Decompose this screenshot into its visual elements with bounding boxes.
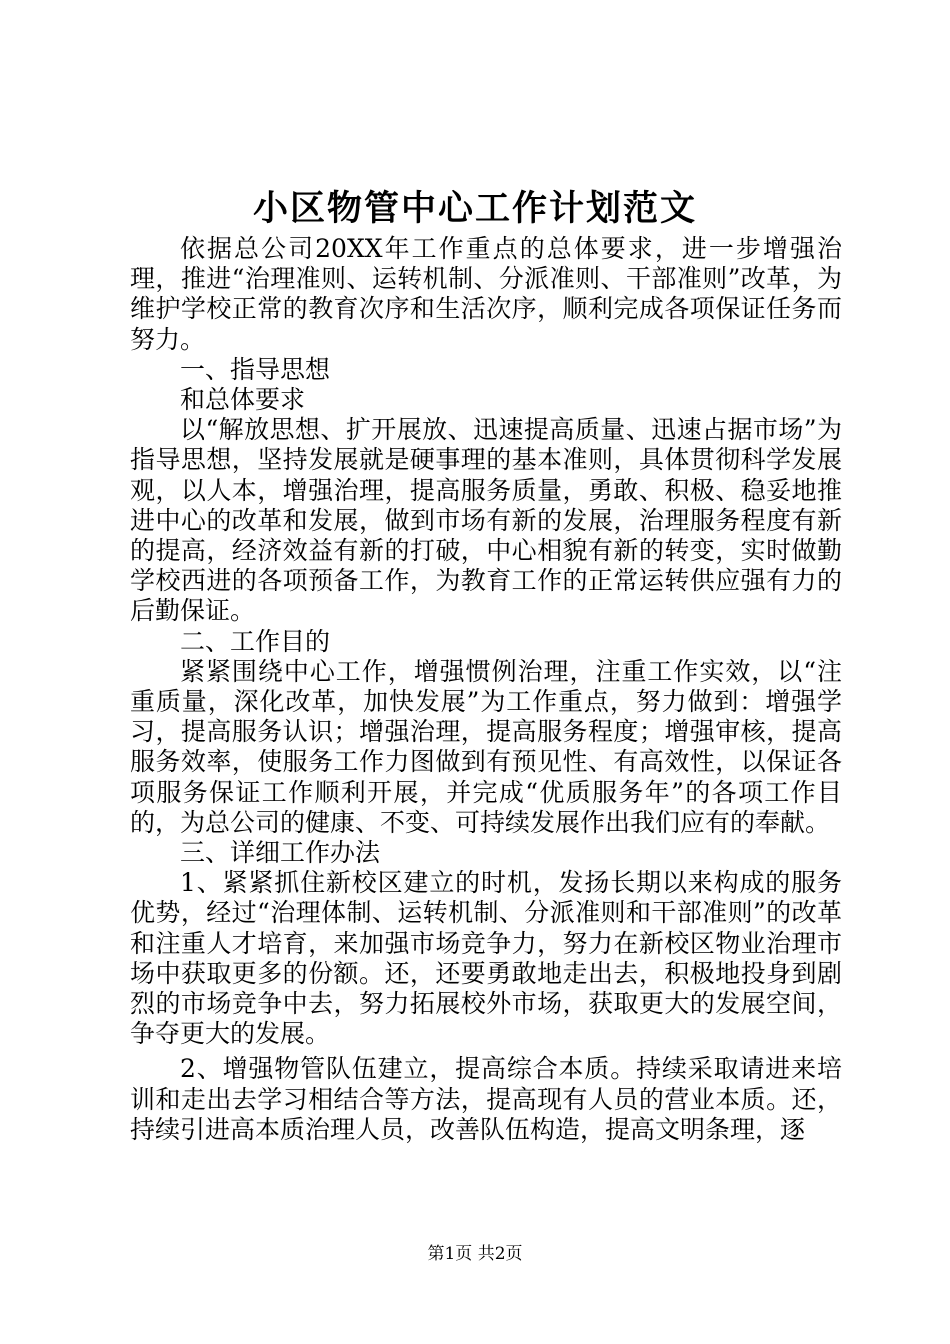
guiding-ideology-paragraph: 以“解放思想、扩开展放、迅速提高质量、迅速占据市场”为指导思想，坚持发展就是硬事理的基本准则，具体贯彻科学发展观，以人本，增强治理，提高服务质量，勇敢、积极、稳妥地推进中心的改革和发展，做到市场有新的发展，治理服务程度有新的提高，经济效益有新的打破，中心相貌有新的转变，实时做勤学校西进的各项预备工作，为教育工作的正常运转供应强有力的后勤保证。 xyxy=(130,415,842,626)
work-goals-paragraph: 紧紧围绕中心工作，增强惯例治理，注重工作实效，以“注重质量，深化改革，加快发展”为工作重点，努力做到：增强学习，提高服务认识；增强治理，提高服务程度；增强审核，提高服务效率，使服务工作力图做到有预见性、有高效性，以保证各项服务保证工作顺利开展，并完成“优质服务年”的各项工作目的，为总公司的健康、不变、可持续发展作出我们应有的奉献。 xyxy=(130,656,842,837)
measure-1-paragraph: 1、紧紧抓住新校区建立的时机，发扬长期以来构成的服务优势，经过“治理体制、运转机制、分派准则和干部准则”的改革和注重人才培育，来加强市场竞争力，努力在新校区物业治理市场中获取更多的份额。还，还要勇敢地走出去，积极地投身到剧烈的市场竞争中去，努力拓展校外市场，获取更大的发展空间，争夺更大的发展。 xyxy=(130,868,842,1049)
section-heading-general-requirements: 和总体要求 xyxy=(180,385,306,415)
section-heading-guiding-ideology: 一、指导思想 xyxy=(180,354,331,384)
page-footer: 第1页 共2页 xyxy=(427,1244,523,1264)
intro-paragraph: 依据总公司20XX年工作重点的总体要求，进一步增强治理，推进“治理准则、运转机制、分派准则、干部准则”改革，为维护学校正常的教育次序和生活次序，顺利完成各项保证任务而努力。 xyxy=(130,234,842,354)
section-heading-work-measures: 三、详细工作办法 xyxy=(180,838,381,868)
document-title: 小区物管中心工作计划范文 xyxy=(252,188,697,229)
document-body xyxy=(130,234,842,1145)
section-heading-work-goals: 二、工作目的 xyxy=(180,626,331,656)
measure-2-paragraph: 2、增强物管队伍建立，提高综合本质。持续采取请进来培训和走出去学习相结合等方法，提高现有人员的营业本质。还，持续引进高本质治理人员，改善队伍构造，提高文明条理，逐 xyxy=(130,1054,842,1144)
